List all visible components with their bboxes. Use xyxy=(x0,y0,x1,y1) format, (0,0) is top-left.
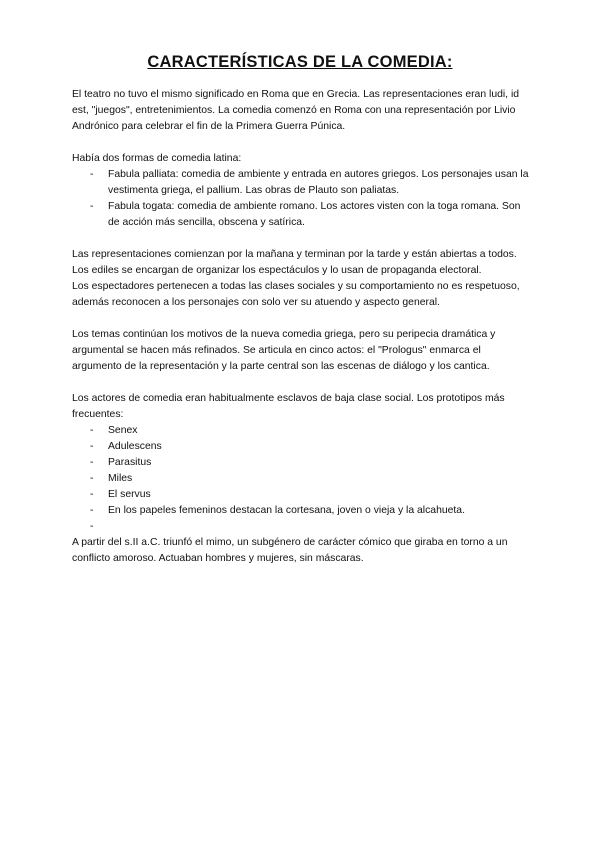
list-item xyxy=(72,455,532,471)
list-item-text: En los papeles femeninos destacan la cortesana, joven o vieja y la alcahueta. xyxy=(108,505,465,516)
list-item-text: Senex xyxy=(108,425,138,436)
document-body xyxy=(72,87,532,583)
list-item xyxy=(72,503,532,519)
list-item xyxy=(72,471,532,487)
list-item-text: Fabula togata: comedia de ambiente romano. Los actores visten con la toga romana. Son de acción más sencilla, obscena y satírica. xyxy=(108,201,521,228)
list-item xyxy=(72,487,532,503)
dash-bullet-icon xyxy=(90,487,93,503)
paragraph-mime: A partir del s.II a.C. triunfó el mimo, un subgénero de carácter cómico que giraba en torno a un conflicto amoroso. Actuaban hombres y mujeres, sin máscaras. xyxy=(72,537,508,564)
paragraph-spectators: Los espectadores pertenecen a todas las clases sociales y su comportamiento no es respetuoso, además reconocen a los personajes con solo ver su atuendo y aspecto general. xyxy=(72,281,520,308)
paragraph-actors-intro: Los actores de comedia eran habitualmente esclavos de baja clase social. Los prototipos más frecuentes: xyxy=(72,393,505,420)
list-item xyxy=(72,423,532,439)
paragraph-themes: Los temas continúan los motivos de la nueva comedia griega, pero su peripecia dramática y argumental se hacen más refinados. Se articula en cinco actos: el "Prologus" enmarca el argumento de la representación y la parte central son las escenas de diálogo y los cantica. xyxy=(72,329,496,372)
dash-bullet-icon xyxy=(90,503,93,519)
prototypes-list xyxy=(72,423,532,535)
paragraph-performances: Las representaciones comienzan por la mañana y terminan por la tarde y están abiertas a todos. Los ediles se encargan de organizar los espectáculos y lo usan de propaganda electoral. xyxy=(72,249,517,276)
list-item-text: Adulescens xyxy=(108,441,162,452)
list-item xyxy=(72,439,532,455)
dash-bullet-icon xyxy=(90,455,93,471)
list-item-text: Miles xyxy=(108,473,133,484)
dash-bullet-icon xyxy=(90,519,93,535)
page-title: CARACTERÍSTICAS DE LA COMEDIA: xyxy=(147,53,453,71)
dash-bullet-icon xyxy=(90,199,93,215)
list-item xyxy=(72,167,532,199)
dash-bullet-icon xyxy=(90,423,93,439)
comedy-forms-list xyxy=(72,167,532,231)
list-item xyxy=(72,519,532,535)
list-item-text: Parasitus xyxy=(108,457,152,468)
paragraph-comedy-forms-intro: Había dos formas de comedia latina: xyxy=(72,153,242,164)
dash-bullet-icon xyxy=(90,167,93,183)
list-item xyxy=(72,199,532,231)
dash-bullet-icon xyxy=(90,439,93,455)
list-item-text: Fabula palliata: comedia de ambiente y entrada en autores griegos. Los personajes usan la vestimenta griega, el pallium. Las obras de Plauto son paliatas. xyxy=(108,169,529,196)
list-item-text: El servus xyxy=(108,489,151,500)
dash-bullet-icon xyxy=(90,471,93,487)
paragraph-roman-theatre: El teatro no tuvo el mismo significado en Roma que en Grecia. Las representaciones eran ludi, id est, "juegos", entretenimientos. La comedia comenzó en Roma con una representación por Livio Andrónico para celebrar el fin de la Primera Guerra Púnica. xyxy=(72,89,520,132)
